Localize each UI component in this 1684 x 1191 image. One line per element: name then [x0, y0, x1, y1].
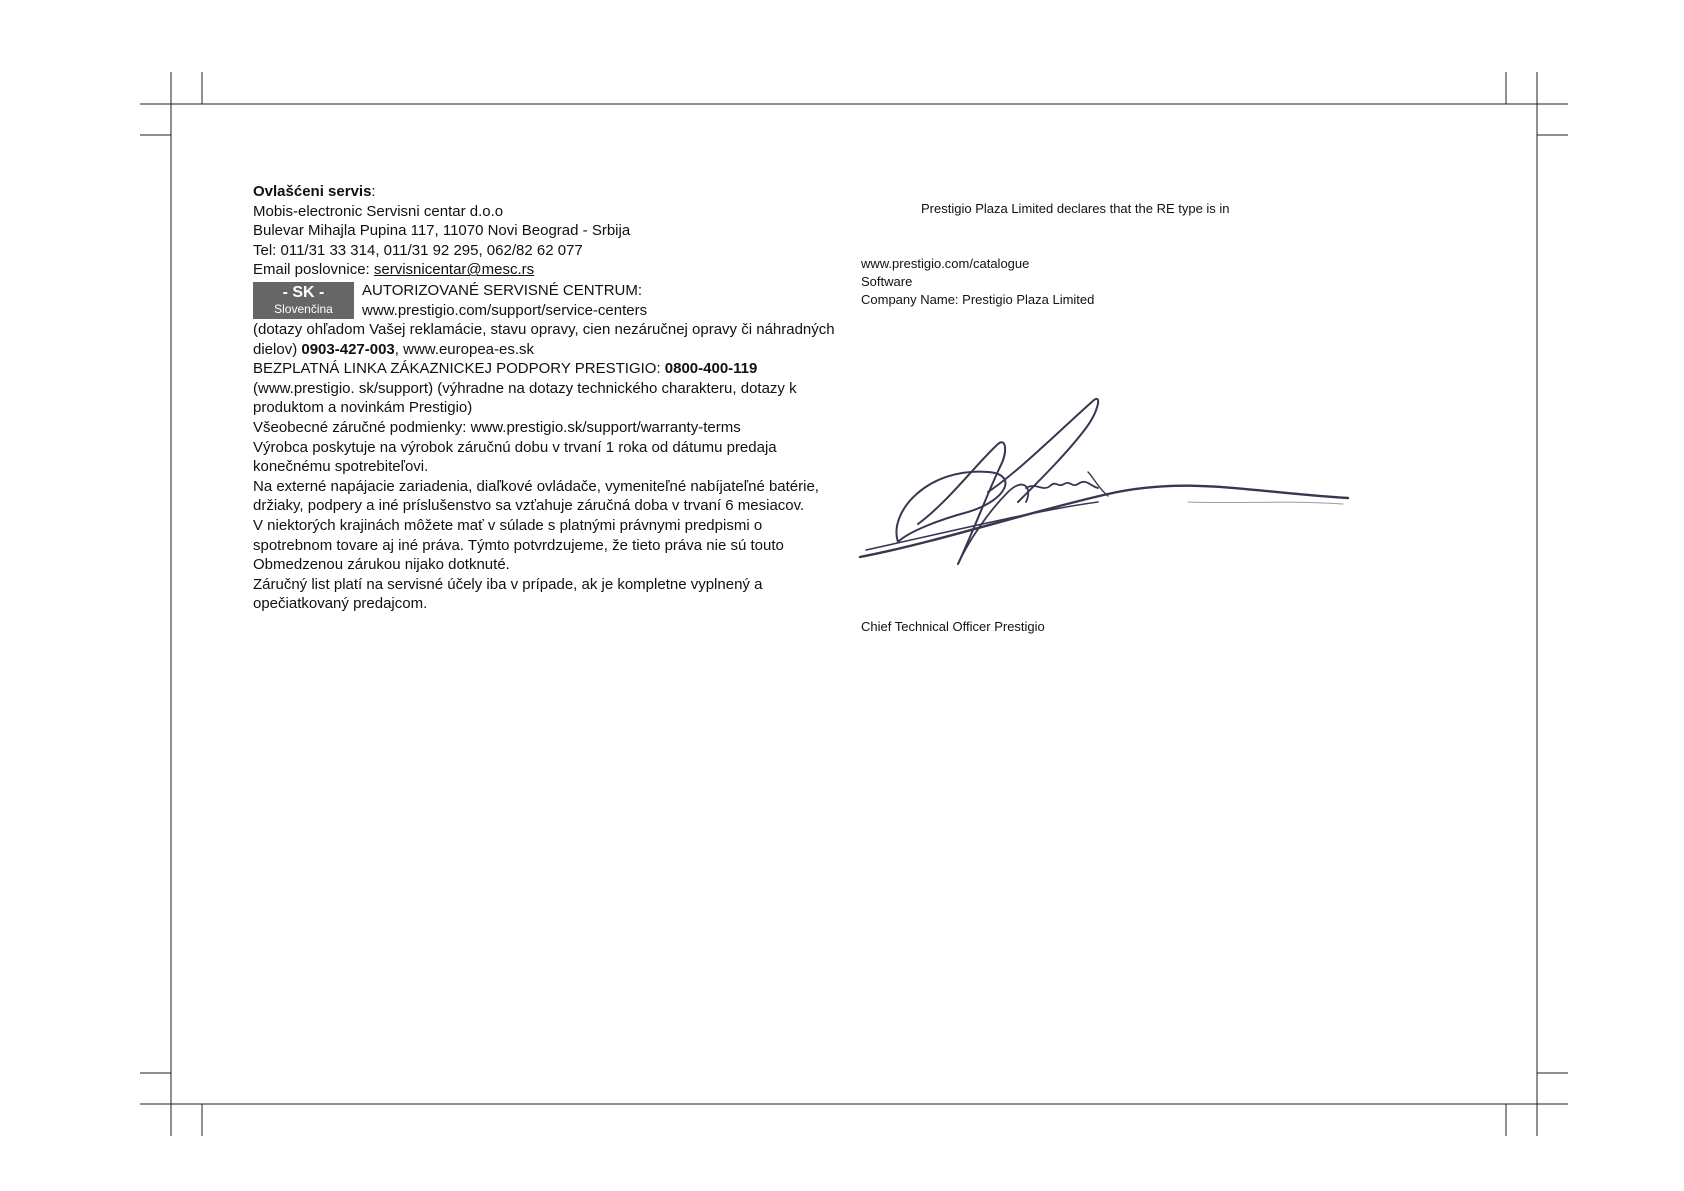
- serbia-heading-line: [253, 182, 843, 202]
- claims-text: (dotazy ohľadom Vašej reklamácie, stavu opravy, cien nezáručnej opravy či náhradných dielov): [253, 320, 835, 358]
- serbia-email-label: Email poslovnice:: [253, 261, 374, 279]
- declaration-column: [861, 200, 1381, 309]
- warranty-period: Výrobca poskytuje na výrobok záručnú dobu v trvaní 1 roka od dátumu predaja konečnému spotrebiteľovi.: [253, 438, 777, 476]
- hotline-label: BEZPLATNÁ LINKA ZÁKAZNICKEJ PODPORY PRESTIGIO:: [253, 360, 665, 378]
- catalogue-url: www.prestigio.com/catalogue: [861, 256, 1030, 271]
- serbia-company: Mobis-electronic Servisni centar d.o.o: [253, 202, 504, 220]
- hotline-paragraph: [253, 359, 843, 418]
- hotline-rest: (www.prestigio. sk/support) (výhradne na dotazy technického charakteru, dotazy k produktom a novinkám Prestigio): [253, 379, 797, 417]
- serbia-email-line: [253, 260, 843, 280]
- hotline-phone: 0800-400-119: [664, 360, 758, 378]
- software-label: Software: [861, 274, 913, 289]
- service-center-url[interactable]: www.prestigio.com/support/service-centers: [362, 301, 648, 319]
- serbia-heading: Ovlašćeni servis: [253, 183, 372, 200]
- language-name: Slovenčina: [274, 301, 333, 316]
- slovakia-header: [253, 280, 843, 320]
- service-center-title: AUTORIZOVANÉ SERVISNÉ CENTRUM:: [362, 281, 643, 299]
- serbia-email-link[interactable]: servisnicentar@mesc.rs: [373, 261, 535, 279]
- serbia-heading-colon: :: [371, 183, 376, 200]
- accessories-warranty: Na externé napájacie zariadenia, diaľkové ovládače, vymeniteľné nabíjateľné batérie, držiaky, podpery a iné príslušenstvo sa vzťahuje záručná doba v trvaní 6 mesiacov.: [253, 477, 819, 515]
- claims-phone: 0903-427-003: [301, 340, 395, 358]
- serbia-address: Bulevar Mihajla Pupina 117, 11070 Novi Beograd - Srbija: [253, 222, 631, 240]
- signatory-title: Chief Technical Officer Prestigio: [861, 619, 1045, 634]
- claims-site: , www.europea-es.sk: [394, 340, 535, 358]
- serbia-phone: Tel: 011/31 33 314, 011/31 92 295, 062/82 62 077: [253, 241, 583, 259]
- warranty-terms: Všeobecné záručné podmienky: www.prestigio.sk/support/warranty-terms: [253, 418, 741, 436]
- declaration-text: Prestigio Plaza Limited declares that the RE type is in: [921, 201, 1230, 216]
- claims-paragraph: [253, 320, 843, 359]
- signature-image: [858, 392, 1358, 572]
- service-center-block: [362, 281, 842, 320]
- company-name: Company Name: Prestigio Plaza Limited: [861, 292, 1095, 307]
- language-code: - SK -: [282, 283, 325, 301]
- warranty-card-note: Záručný list platí na servisné účely iba v prípade, ak je kompletne vyplnený a opečiatkovaný predajcom.: [253, 575, 763, 613]
- service-info-column: [253, 182, 843, 614]
- consumer-rights: V niektorých krajinách môžete mať v súlade s platnými právnymi predpismi o spotrebnom tovare aj iné práva. Týmto potvrdzujeme, že tieto práva nie sú touto Obmedzenou zárukou nijako dotknuté.: [253, 516, 784, 574]
- language-badge: [253, 282, 354, 319]
